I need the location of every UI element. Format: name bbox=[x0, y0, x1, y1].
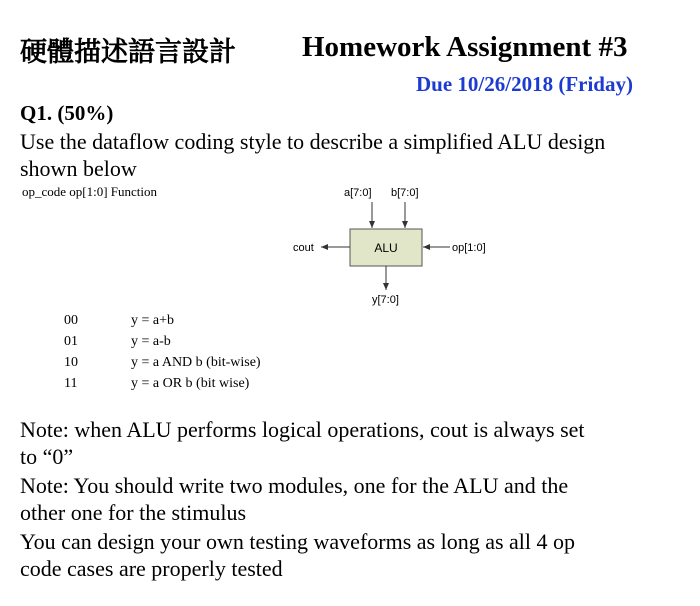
note2-line2: other one for the stimulus bbox=[20, 500, 247, 525]
output-y-label: y[7:0] bbox=[372, 294, 399, 306]
cout-label: cout bbox=[293, 242, 314, 254]
table-row-code: 01 bbox=[64, 334, 78, 349]
table-row-code: 00 bbox=[64, 313, 78, 328]
note3-line1: You can design your own testing waveforms as long as all 4 op bbox=[20, 529, 576, 554]
alu-label: ALU bbox=[374, 241, 398, 255]
assignment-title: Homework Assignment #3 bbox=[302, 31, 628, 63]
table-row-code: 10 bbox=[64, 355, 78, 370]
note3-line2: code cases are properly tested bbox=[20, 556, 283, 581]
table-header: op_code op[1:0] Function bbox=[22, 184, 158, 199]
note1-line1: Note: when ALU performs logical operations, cout is always set bbox=[20, 417, 585, 442]
note1-line2: to “0” bbox=[20, 444, 74, 469]
question-label: Q1. (50%) bbox=[20, 101, 114, 125]
table-row-function: y = a OR b (bit wise) bbox=[131, 376, 250, 391]
course-title-chinese: 硬體描述語言設計 bbox=[20, 37, 236, 68]
note2-line1: Note: You should write two modules, one for the ALU and the bbox=[20, 473, 569, 498]
question-text-line2: shown below bbox=[20, 156, 137, 181]
due-date: Due 10/26/2018 (Friday) bbox=[416, 72, 633, 96]
input-b-label: b[7:0] bbox=[391, 187, 419, 199]
table-row-function: y = a+b bbox=[131, 313, 175, 328]
table-row-function: y = a AND b (bit-wise) bbox=[131, 355, 261, 370]
question-text-line1: Use the dataflow coding style to describe a simplified ALU design bbox=[20, 129, 606, 154]
table-row-function: y = a-b bbox=[131, 334, 171, 349]
opcode-label: op[1:0] bbox=[452, 242, 486, 254]
input-a-label: a[7:0] bbox=[344, 187, 372, 199]
table-row-code: 11 bbox=[64, 376, 78, 391]
